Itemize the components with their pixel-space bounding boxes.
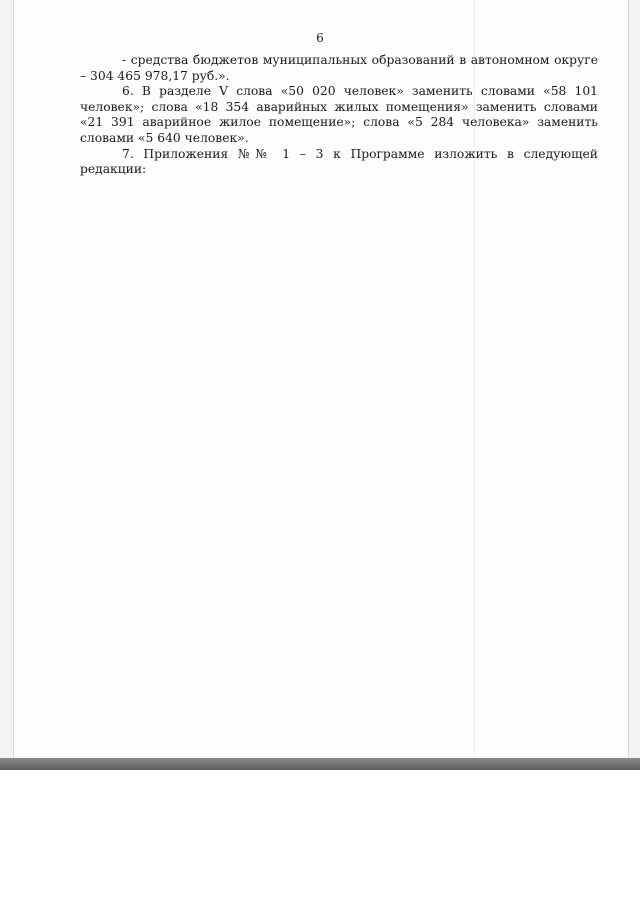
document-body: [80, 53, 598, 178]
paragraph-item-6: 6. В разделе V слова «50 020 человек» заменить словами «58 101 человек»; слова «18 354 аварийных жилых помещения» заменить словами «21 391 аварийное жилое помещение»; слова «5 284 человека» заменить словами «5 640 человек».: [80, 84, 598, 145]
scanner-edge-shadow: [0, 758, 640, 770]
paragraph-item-7: 7. Приложения №№ 1 – 3 к Программе изложить в следующей редакции:: [80, 146, 598, 177]
paragraph-budget-funds: - средства бюджетов муниципальных образований в автономном округе – 304 465 978,17 руб.».: [80, 53, 598, 83]
page-number: 6: [316, 31, 324, 45]
